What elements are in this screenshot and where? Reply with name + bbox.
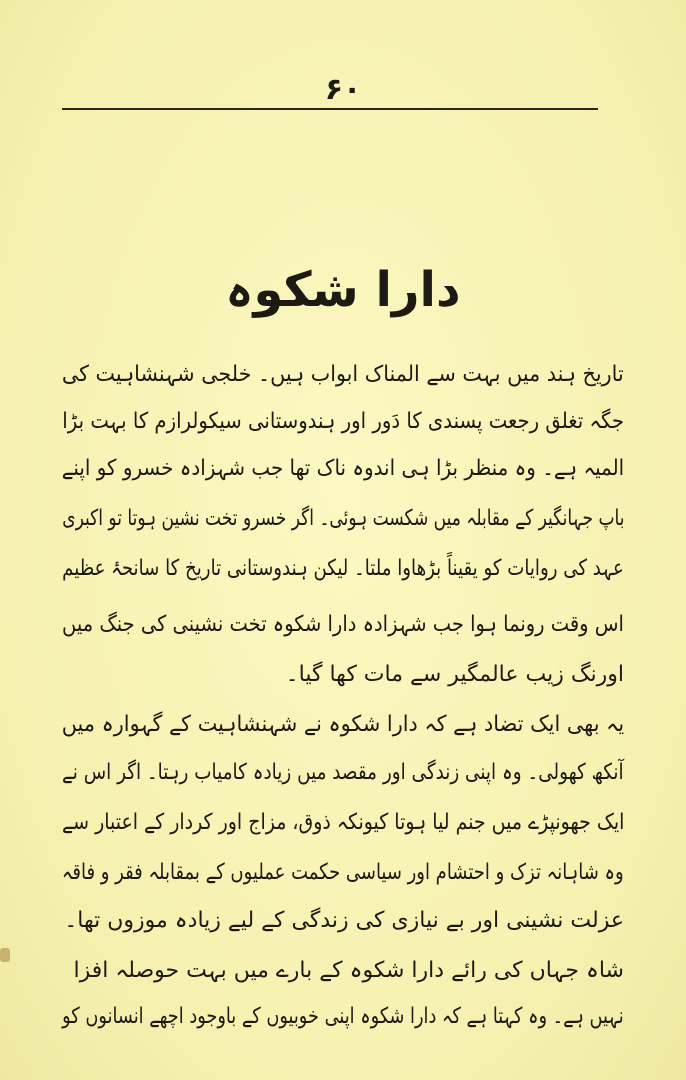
text-line: آنکھ کھولی۔ وہ اپنی زندگی اور مقصد میں زیادہ کامیاب رہتا۔ اگر اس نے xyxy=(62,760,624,785)
text-line: ایک جھونپڑے میں جنم لیا ہوتا کیونکہ ذوق، مزاج اور کردار کے اعتبار سے xyxy=(61,810,624,835)
text-line: عہد کی روایات کو یقیناً بڑھاوا ملتا۔ لیکن ہندوستانی تاریخ کا سانحۂ عظیم xyxy=(62,556,624,581)
page-number: ۶۰ xyxy=(324,72,362,107)
text-line: اورنگ زیب عالمگیر سے مات کھا گیا۔ xyxy=(285,662,624,687)
text-line: جگہ تغلق رجعت پسندی کا دَور اور ہندوستانی سیکولرازم کا بہت بڑا xyxy=(62,409,624,434)
text-line: شاہ جہاں کی رائے دارا شکوہ کے بارے میں بہت حوصلہ افزا xyxy=(73,958,624,983)
text-line: نہیں ہے۔ وہ کہتا ہے کہ دارا شکوہ اپنی خوبیوں کے باوجود اچھے انسانوں کو xyxy=(62,1004,624,1029)
chapter-title: دارا شکوہ xyxy=(225,262,461,318)
text-line: یہ بھی ایک تضاد ہے کہ دارا شکوہ نے شہنشاہیت کے گہوارہ میں xyxy=(61,712,624,737)
text-line: عزلت نشینی اور بے نیازی کی زندگی کے لیے زیادہ موزوں تھا۔ xyxy=(64,908,624,933)
page-edge-mark xyxy=(0,948,10,962)
text-line: وہ شاہانہ تزک و احتشام اور سیاسی حکمت عملیوں کے بمقابلہ فقر و فاقہ xyxy=(62,860,624,885)
text-line: المیہ ہے۔ وہ منظر بڑا ہی اندوہ ناک تھا جب شہزادہ خسرو کو اپنے xyxy=(61,456,624,481)
text-line: اس وقت رونما ہوا جب شہزادہ دارا شکوہ تخت نشینی کی جنگ میں xyxy=(62,612,624,637)
text-line: تاریخ ہند میں بہت سے المناک ابواب ہیں۔ خلجی شہنشاہیت کی xyxy=(62,362,624,387)
text-line: باپ جہانگیر کے مقابلہ میں شکست ہوئی۔ اگر خسرو تخت نشین ہوتا تو اکبری xyxy=(61,506,624,531)
